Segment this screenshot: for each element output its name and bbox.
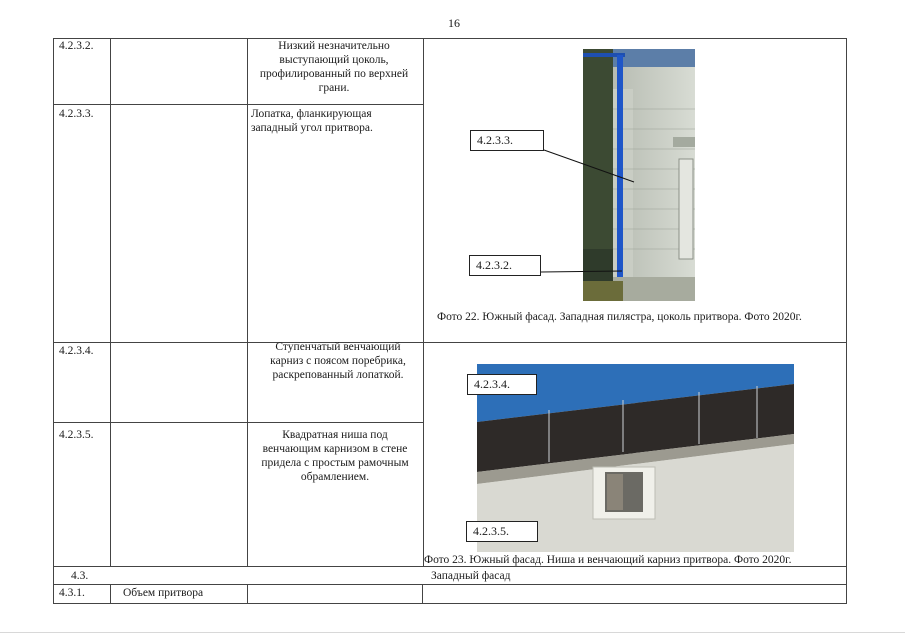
section-number: 4.3. [71, 570, 89, 582]
subsection-label: Объем притвора [123, 587, 204, 599]
callout-label: 4.2.3.4. [467, 374, 537, 395]
callout-label: 4.2.3.5. [466, 521, 538, 542]
row-number: 4.2.3.4. [59, 345, 94, 357]
scan-edge [0, 632, 905, 633]
photo-caption: Фото 23. Южный фасад. Ниша и венчающий карниз притвора. Фото 2020г. [424, 554, 792, 566]
row-number: 4.2.3.3. [59, 108, 94, 120]
callout-label: 4.2.3.2. [469, 255, 541, 276]
row-number: 4.2.3.5. [59, 429, 94, 441]
page-number: 16 [448, 16, 460, 30]
subsection-number: 4.3.1. [59, 587, 85, 599]
row-description: Ступенчатый венчающий карниз с поясом поребрика, раскрепованный лопаткой. [270, 341, 406, 381]
callout-label: 4.2.3.3. [470, 130, 544, 151]
row-description: Низкий незначительно выступающий цоколь, профилированный по верхней грани. [259, 40, 409, 94]
row-description: Квадратная ниша под венчающим карнизом в стене придела с простым рамочным обрамлением. [261, 429, 409, 483]
section-title: Западный фасад [431, 570, 511, 582]
photo-caption: Фото 22. Южный фасад. Западная пилястра, цоколь притвора. Фото 2020г. [437, 311, 802, 323]
row-description: Лопатка, фланкирующая западный угол притвора. [251, 108, 373, 134]
row-number: 4.2.3.2. [59, 40, 94, 52]
